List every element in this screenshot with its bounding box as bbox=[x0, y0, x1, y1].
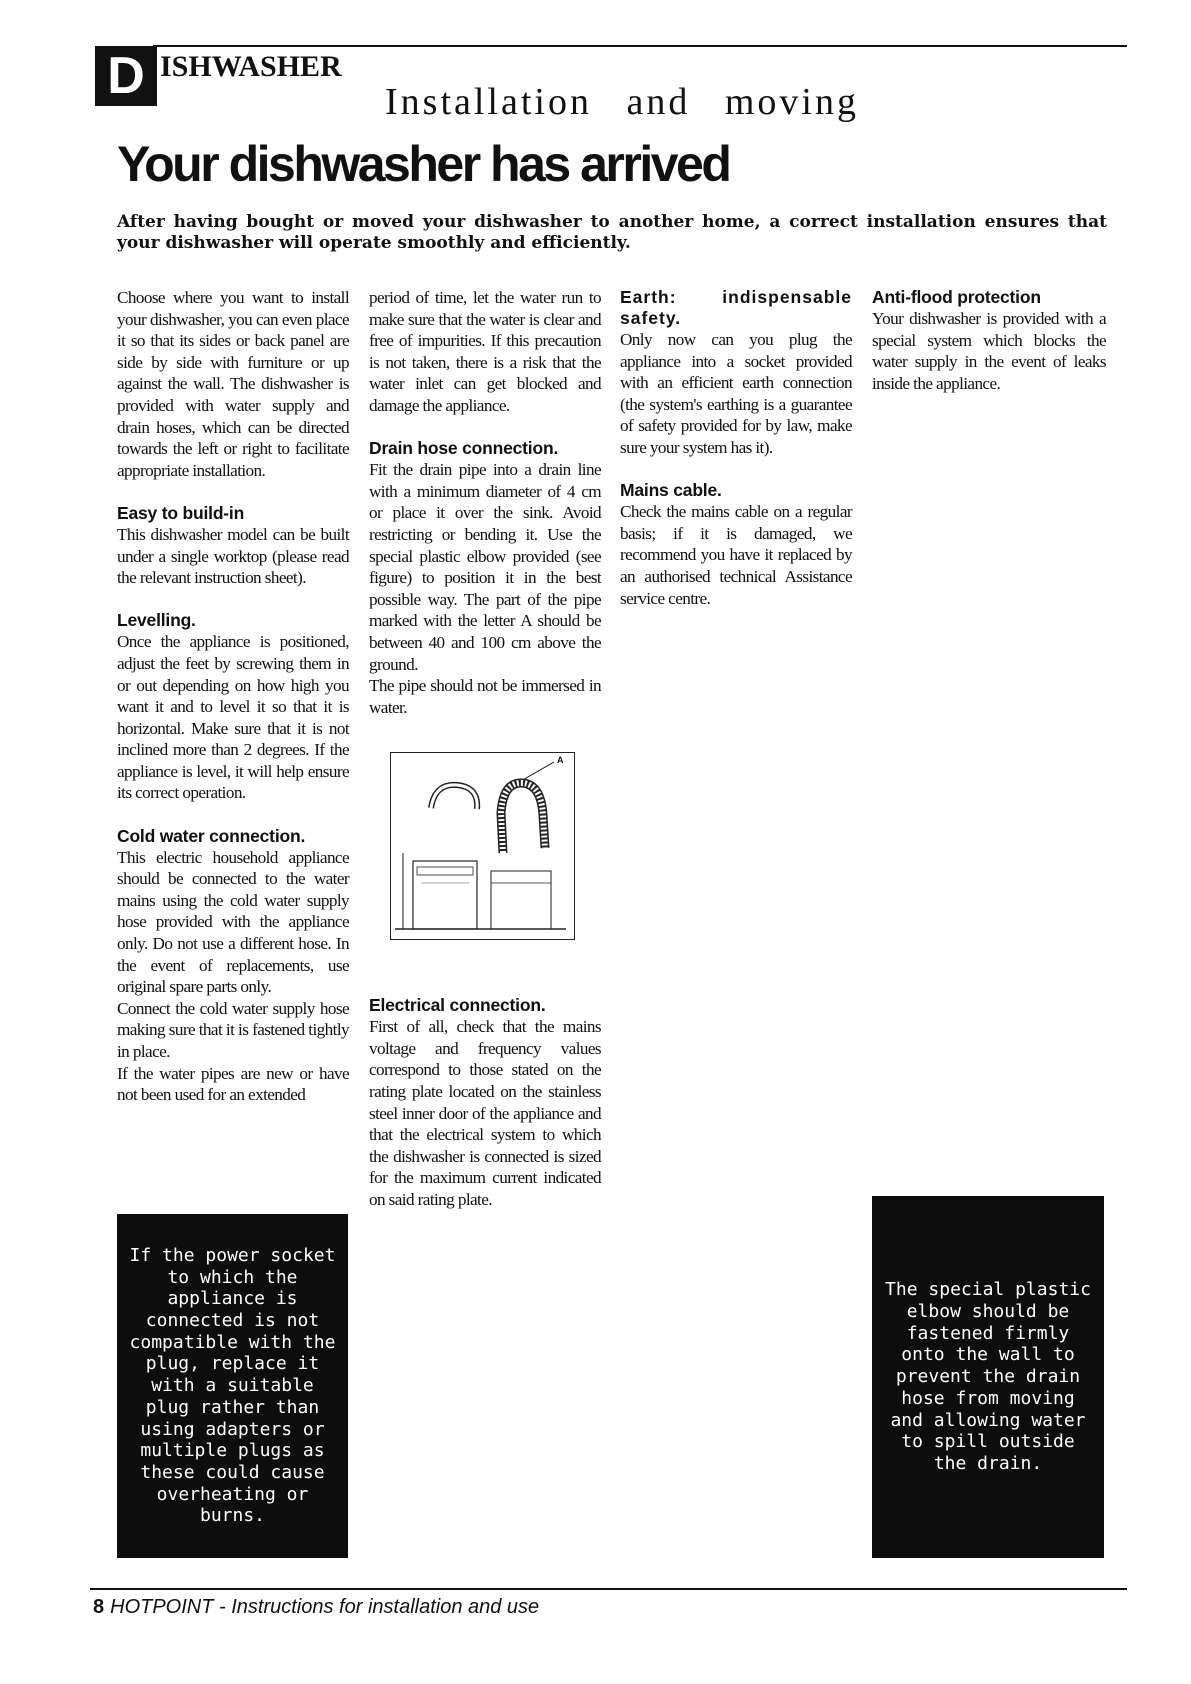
drain-hose-paragraph-2: The pipe should not be immersed in water. bbox=[369, 676, 601, 717]
page-number: 8 bbox=[93, 1596, 105, 1618]
electrical-heading: Electrical connection. bbox=[369, 995, 546, 1016]
cold-water-heading: Cold water connection. bbox=[117, 825, 306, 846]
drain-hose-heading: Drain hose connection. bbox=[369, 438, 559, 459]
power-socket-warning-box bbox=[117, 1214, 348, 1558]
drain-hose-ridges bbox=[501, 783, 545, 853]
column-1 bbox=[117, 287, 349, 1106]
header-initial-box: D bbox=[95, 46, 157, 106]
cold-water-paragraph-2: Connect the cold water supply hose making sure that it is fastened tightly in place. bbox=[117, 998, 349, 1061]
earth-heading: Earth: indispensable safety. bbox=[620, 287, 852, 328]
elbow-warning-text: The special plastic elbow should be fastened firmly onto the wall to prevent the drain hose from moving and allowing water to spill outside the drain. bbox=[885, 1279, 1091, 1474]
figure-label-a: A bbox=[557, 755, 564, 765]
dishwasher-body bbox=[413, 861, 477, 929]
mains-cable-paragraph: Check the mains cable on a regular basis; if it is damaged, we recommend you have it replaced by an authorised technical Assistance service centre. bbox=[620, 502, 852, 608]
drain-hose-paragraph-1: Fit the drain pipe into a drain line with a minimum diameter of 4 cm or place it over the sink. Avoid restricting or bending it. Use the special plastic elbow provided (see figure) to position it in the best possible way. The part of the pipe marked with the letter A should be between 40 and 100 cm above the ground. bbox=[369, 460, 601, 674]
levelling-paragraph: Once the appliance is positioned, adjust the feet by screwing them in or out depending on how high you want it and to level it so that it is horizontal. Make sure that it is not inclined more than 2 degrees. If the appliance is level, it will help ensure its correct operation. bbox=[117, 632, 349, 803]
drain-hose-illustration bbox=[391, 753, 574, 939]
footer-text: HOTPOINT - Instructions for installation and use bbox=[110, 1596, 540, 1618]
cold-water-paragraph-1: This electric household appliance should be connected to the water mains using the cold water supply hose provided with the appliance only. Do not use a different hose. In the event of replacements, use original spare parts only. bbox=[117, 847, 349, 997]
bottom-rule bbox=[90, 1588, 1127, 1590]
anti-flood-paragraph: Your dishwasher is provided with a special system which blocks the water supply in the event of leaks inside the appliance. bbox=[872, 309, 1106, 393]
power-socket-warning-text: If the power socket to which the appliance is connected is not compatible with the plug, replace it with a suitable plug rather than using adapters or multiple plugs as these could cause overheating or burns. bbox=[129, 1244, 336, 1527]
column-4 bbox=[872, 287, 1106, 394]
page-headline: Your dishwasher has arrived bbox=[117, 136, 730, 192]
build-in-heading: Easy to build-in bbox=[117, 502, 245, 523]
intro-paragraph: After having bought or moved your dishwasher to another home, a correct installation ensures that your dishwasher will operate smoothly and efficiently. bbox=[117, 212, 1107, 253]
cabinet-outline bbox=[491, 871, 551, 929]
mains-cable-heading: Mains cable. bbox=[620, 480, 722, 501]
brand-title: ISHWASHER bbox=[160, 50, 342, 83]
top-rule bbox=[153, 45, 1127, 47]
elbow-warning-box bbox=[872, 1196, 1104, 1558]
electrical-paragraph: First of all, check that the mains voltage and frequency values correspond to those stated on the rating plate located on the stainless steel inner door of the appliance and that the electrical system to which the dishwasher is connected is sized for the maximum current indicated on said rating plate. bbox=[369, 1017, 601, 1210]
levelling-heading: Levelling. bbox=[117, 610, 196, 631]
earth-paragraph: Only now can you plug the appliance into a socket provided with an efficient earth connection (the system's earthing is a guarantee of safety provided for by law, make sure your system has it). bbox=[620, 330, 852, 457]
column-2 bbox=[369, 287, 601, 1211]
label-leader-line bbox=[521, 762, 554, 781]
section-title: Installation and moving bbox=[385, 81, 859, 123]
anti-flood-heading: Anti-flood protection bbox=[872, 287, 1041, 307]
cold-water-continued-paragraph: period of time, let the water run to make sure that the water is clear and free of impurities. If this precaution is not taken, there is a risk that the water inlet can get blocked and damage the appliance. bbox=[369, 288, 601, 415]
choose-location-paragraph: Choose where you want to install your dishwasher, you can even place it so that its sides or back panel are side by side with furniture or up against the wall. The dishwasher is provided with water supply and drain hoses, which can be directed towards the left or right to facilitate appropriate installation. bbox=[117, 288, 349, 480]
cold-water-paragraph-3: If the water pipes are new or have not been used for an extended bbox=[117, 1063, 349, 1105]
build-in-paragraph: This dishwasher model can be built under a single worktop (please read the relevant instruction sheet). bbox=[117, 524, 349, 588]
page-footer bbox=[93, 1596, 539, 1619]
drain-hose-figure bbox=[390, 752, 575, 940]
column-3 bbox=[620, 287, 852, 609]
